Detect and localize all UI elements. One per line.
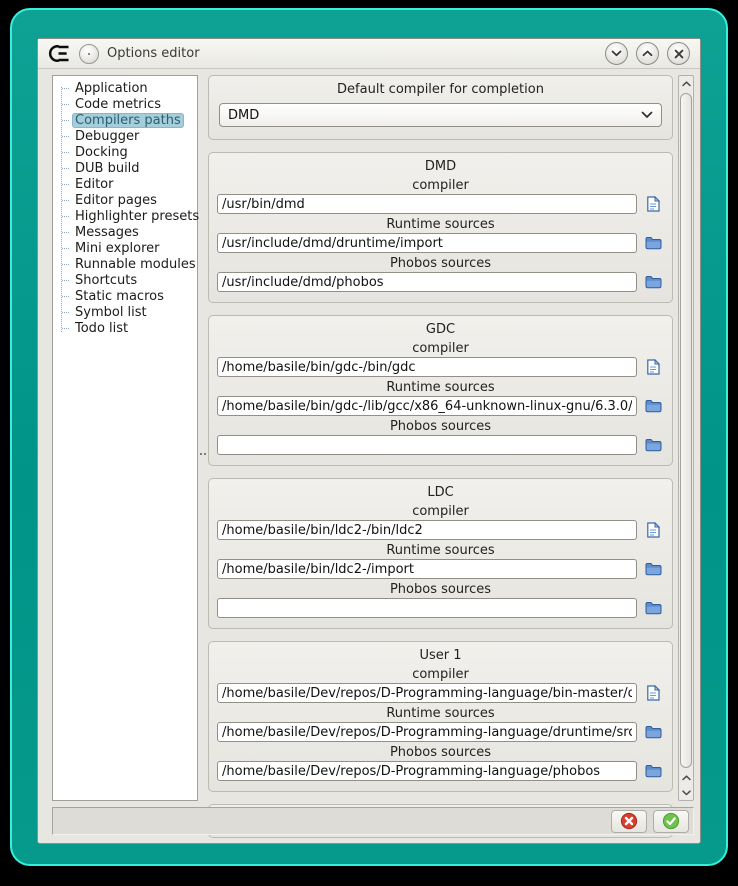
group-dmd	[208, 152, 673, 303]
group-ldc	[208, 478, 673, 629]
path-input[interactable]	[217, 722, 637, 742]
sidebar-item-label: Highlighter presets	[75, 208, 200, 224]
compiler-groups	[208, 75, 673, 801]
sidebar-item-runnable-modules[interactable]	[57, 256, 197, 272]
group-title: Default compiler for completion	[337, 82, 544, 97]
sidebar-item-messages[interactable]	[57, 224, 197, 240]
sidebar-item-label: Messages	[75, 224, 139, 240]
sidebar-item-label: Docking	[75, 144, 128, 160]
minimize-button[interactable]	[605, 42, 628, 65]
field-label: Runtime sources	[386, 380, 495, 395]
vertical-scrollbar[interactable]	[678, 75, 694, 801]
field-label: Phobos sources	[389, 745, 492, 760]
tree-branch-line	[62, 248, 69, 249]
field-label: compiler	[412, 504, 469, 519]
field-row	[217, 722, 664, 742]
cancel-icon	[620, 812, 638, 830]
scrollbar-thumb[interactable]	[680, 93, 692, 768]
sidebar-item-label: Symbol list	[75, 304, 147, 320]
tree-branch-line	[62, 280, 69, 281]
field-row	[217, 559, 664, 579]
group-title: DMD	[424, 159, 457, 174]
folder-icon[interactable]	[642, 598, 664, 618]
sidebar-list	[52, 75, 198, 801]
sidebar-item-label: Application	[75, 80, 148, 96]
field-label: Runtime sources	[386, 706, 495, 721]
tree-branch-line	[62, 264, 69, 265]
sidebar-item-label: DUB build	[75, 160, 140, 176]
tree-branch-line	[62, 88, 69, 89]
tree-branch-line	[62, 296, 69, 297]
sidebar-item-editor[interactable]	[57, 176, 197, 192]
options-editor-window	[10, 8, 728, 866]
path-input[interactable]	[217, 435, 637, 455]
chevron-up-icon	[642, 50, 653, 57]
sidebar-item-application[interactable]	[57, 80, 197, 96]
window-client-area	[37, 38, 701, 844]
field-row	[217, 683, 664, 703]
chevron-up-icon	[682, 775, 691, 781]
tree-branch-line	[62, 232, 69, 233]
path-input[interactable]	[217, 272, 637, 292]
file-icon[interactable]	[642, 357, 664, 377]
group-title: User 1	[419, 648, 462, 663]
group-title: GDC	[425, 322, 456, 337]
path-input[interactable]	[217, 396, 637, 416]
chevron-down-icon	[682, 790, 691, 796]
tree-branch-line	[62, 216, 69, 217]
titlebar-menu-button[interactable]	[79, 44, 99, 64]
scrollbar-up-button[interactable]	[679, 76, 693, 91]
default-compiler-value: DMD	[228, 107, 260, 123]
field-row	[217, 233, 664, 253]
sidebar-item-dub-build[interactable]	[57, 160, 197, 176]
titlebar	[38, 39, 700, 69]
tree-branch-line	[62, 200, 69, 201]
path-input[interactable]	[217, 194, 637, 214]
path-input[interactable]	[217, 520, 637, 540]
sidebar-item-label: Mini explorer	[75, 240, 160, 256]
group-default-compiler	[208, 75, 673, 140]
field-label: Phobos sources	[389, 256, 492, 271]
scrollbar-track[interactable]	[679, 91, 693, 770]
folder-icon[interactable]	[642, 761, 664, 781]
sidebar-item-compilers-paths[interactable]	[57, 112, 197, 128]
chevron-up-icon	[682, 81, 691, 87]
group-title: LDC	[427, 485, 454, 500]
chevron-down-icon	[611, 50, 622, 57]
field-row	[217, 396, 664, 416]
file-icon[interactable]	[642, 683, 664, 703]
sidebar-item-todo-list[interactable]	[57, 320, 197, 336]
tree-branch-line	[62, 168, 69, 169]
cancel-button[interactable]	[611, 810, 647, 833]
sidebar-splitter[interactable]	[198, 75, 208, 801]
path-input[interactable]	[217, 598, 637, 618]
path-input[interactable]	[217, 761, 637, 781]
folder-icon[interactable]	[642, 233, 664, 253]
group-user-1	[208, 641, 673, 792]
sidebar-item-code-metrics[interactable]	[57, 96, 197, 112]
field-row	[217, 357, 664, 377]
scrollbar-up-button-2[interactable]	[679, 770, 693, 785]
tree-branch-line	[62, 312, 69, 313]
default-compiler-select[interactable]	[219, 103, 662, 127]
scrollbar-down-button[interactable]	[679, 785, 693, 800]
maximize-button[interactable]	[636, 42, 659, 65]
field-label: Runtime sources	[386, 543, 495, 558]
window-title: Options editor	[107, 46, 200, 61]
sidebar-item-label: Static macros	[75, 288, 164, 304]
folder-icon[interactable]	[642, 435, 664, 455]
field-row	[217, 194, 664, 214]
path-input[interactable]	[217, 559, 637, 579]
group-gdc	[208, 315, 673, 466]
field-label: Phobos sources	[389, 582, 492, 597]
sidebar-item-shortcuts[interactable]	[57, 272, 197, 288]
sidebar-item-debugger[interactable]	[57, 128, 197, 144]
sidebar-item-label: Compilers paths	[72, 113, 184, 128]
field-label: compiler	[412, 667, 469, 682]
field-row	[217, 435, 664, 455]
field-row	[217, 272, 664, 292]
sidebar-item-label: Todo list	[75, 320, 129, 336]
sidebar-item-label: Shortcuts	[75, 272, 138, 288]
field-row	[217, 598, 664, 618]
coedit-logo-icon	[48, 44, 71, 63]
field-label: compiler	[412, 178, 469, 193]
tree-branch-line	[62, 136, 69, 137]
sidebar-item-static-macros[interactable]	[57, 288, 197, 304]
file-icon[interactable]	[642, 520, 664, 540]
sidebar-item-highlighter-presets[interactable]	[57, 208, 200, 224]
sidebar-item-mini-explorer[interactable]	[57, 240, 197, 256]
sidebar-item-editor-pages[interactable]	[57, 192, 197, 208]
file-icon[interactable]	[642, 194, 664, 214]
folder-icon[interactable]	[642, 272, 664, 292]
chevron-down-icon	[641, 111, 653, 119]
folder-icon[interactable]	[642, 559, 664, 579]
main-row	[52, 75, 694, 801]
content-area	[38, 69, 700, 843]
tree-branch-line	[62, 328, 69, 329]
field-row	[217, 761, 664, 781]
tree-branch-line	[62, 184, 69, 185]
path-input[interactable]	[217, 357, 637, 377]
field-row	[217, 520, 664, 540]
folder-icon[interactable]	[642, 396, 664, 416]
tree-branch-line	[62, 104, 69, 105]
close-button[interactable]	[667, 42, 690, 65]
accept-button[interactable]	[653, 810, 689, 833]
tree-branch-line	[62, 120, 69, 121]
sidebar-item-symbol-list[interactable]	[57, 304, 197, 320]
tree-branch-line	[62, 152, 69, 153]
field-label: Runtime sources	[386, 217, 495, 232]
folder-icon[interactable]	[642, 722, 664, 742]
sidebar-item-label: Debugger	[75, 128, 140, 144]
field-label: compiler	[412, 341, 469, 356]
settings-panel	[208, 75, 694, 801]
dialog-button-bar	[52, 807, 694, 835]
sidebar-item-label: Editor pages	[75, 192, 157, 208]
accept-icon	[662, 812, 680, 830]
path-input[interactable]	[217, 233, 637, 253]
field-label: Phobos sources	[389, 419, 492, 434]
sidebar-item-label: Runnable modules	[75, 256, 196, 272]
close-icon	[674, 49, 684, 59]
sidebar-item-label: Code metrics	[75, 96, 162, 112]
sidebar-item-docking[interactable]	[57, 144, 197, 160]
sidebar-item-label: Editor	[75, 176, 114, 192]
splitter-grip-icon	[200, 453, 202, 455]
path-input[interactable]	[217, 683, 637, 703]
